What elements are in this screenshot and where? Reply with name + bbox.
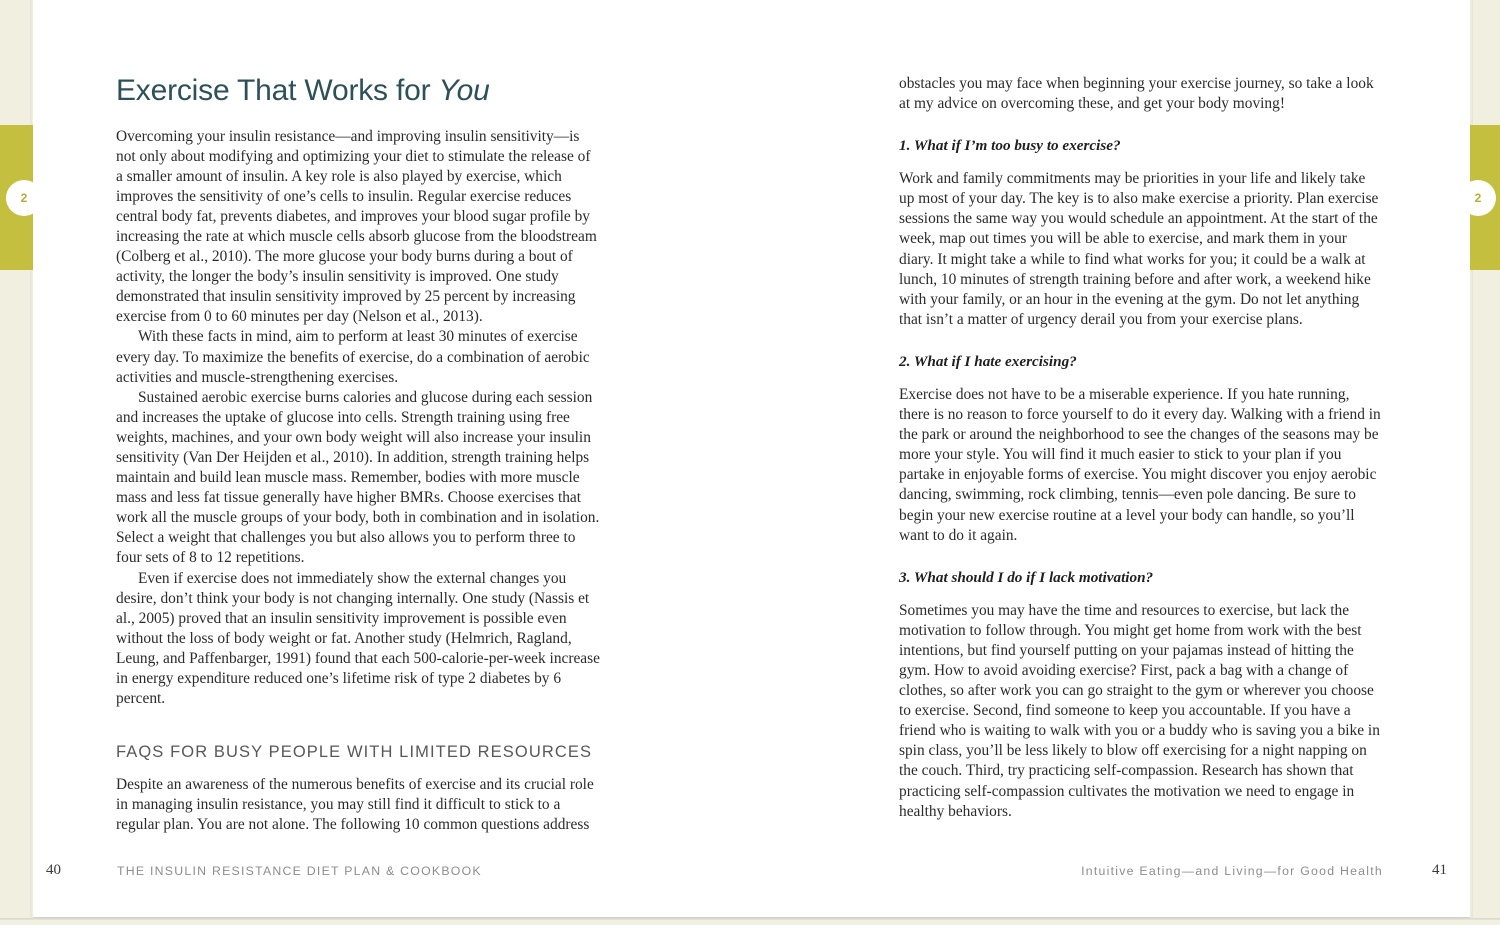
paragraph-4: Even if exercise does not immediately show the external changes you desire, don’t think your body is not changing internally. One study (Nassis et al., 2005) proved that an insulin sensitivity improvement is possible even without the loss of body weight or fat. Another study (Helmrich, Ragland, Leung, and Paffenbarger, 1991) found that each 500-calorie-per-week increase in energy expenditure reduced one’s lifetime risk of type 2 diabetes by 6 percent.: [116, 569, 600, 708]
chapter-thumb-tab-left: [0, 125, 33, 270]
right-page-column: [899, 74, 1383, 822]
running-head-right: Intuitive Eating—and Living—for Good Health: [1081, 864, 1383, 878]
faq-answer-1: Work and family commitments may be priorities in your life and likely take up most of your day. The key is to also make exercise a priority. Plan exercise sessions the same way you would schedule an appointment. At the start of the week, map out times you will be able to exercise, and mark them in your diary. It might take a while to find what works for you; it could be a walk at lunch, 10 minutes of strength training before and after work, a weekend hike with your family, or an hour in the evening at the gym. Do not let anything that isn’t a matter of urgency derail you from your exercise plans.: [899, 170, 1379, 328]
faq-question-1: 1. What if I’m too busy to exercise?: [899, 137, 1121, 155]
chapter-number-badge-left: 2: [6, 180, 42, 216]
folio-right: 41: [1432, 862, 1447, 878]
faq-question-3: 3. What should I do if I lack motivation?: [899, 568, 1154, 586]
faq-answer-2: Exercise does not have to be a miserable experience. If you hate running, there is no reason to force yourself to do it every day. Walking with a friend in the park or around the neighborhood to see the changes of the seasons may be more your style. You will find it much easier to stick to your plan if you partake in enjoyable forms of exercise. You might discover you enjoy aerobic dancing, swimming, rock climbing, tennis—even pole dancing. Be sure to begin your new exercise routine at a level your body can handle, so you’ll want to do it again.: [899, 385, 1381, 544]
page-title-emphasis: You: [438, 74, 490, 107]
paragraph-2: With these facts in mind, aim to perform at least 30 minutes of exercise every day. To maximize the benefits of exercise, do a combination of aerobic activities and muscle-strengthening exercises.: [116, 328, 590, 386]
chapter-thumb-tab-right: [1470, 125, 1500, 270]
paragraph-3: Sustained aerobic exercise burns calories and glucose during each session and increases the uptake of glucose into cells. Strength training using free weights, machines, and your own body weight will also increase your insulin sensitivity (Van Der Heijden et al., 2010). In addition, strength training helps maintain and build lean muscle mass. Remember, bodies with more muscle mass and less fat tissue generally have higher BMRs. Choose exercises that work all the muscle groups of your body, both in combination and in isolation. Select a weight that challenges you but also allows you to perform three to four sets of 8 to 12 repetitions.: [116, 388, 600, 567]
faq-answer-3: Sometimes you may have the time and resources to exercise, but lack the motivation to follow through. You might get home from work with the best intentions, but find yourself putting on your pajamas instead of hitting the gym. How to avoid avoiding exercise? First, pack a bag with a change of clothes, so after work you can go straight to the gym or wherever you choose to exercise. Second, find someone to keep you accountable. If you have a friend who is waiting to walk with you or a buddy who is saving you a bike in spin class, you’ll be less likely to blow off exercising for a night napping on the couch. Third, try practicing self-compassion. Research has shown that practicing self-compassion cultivates the motivation we need to engage in healthy behaviors.: [899, 601, 1380, 820]
chapter-number-badge-right: 2: [1460, 180, 1496, 216]
faq-section-intro: Despite an awareness of the numerous benefits of exercise and its crucial role in managing insulin resistance, you may still find it difficult to stick to a regular plan. You are not alone. The following 10 common questions address: [116, 776, 594, 834]
running-head-left: THE INSULIN RESISTANCE DIET PLAN & COOKBOOK: [117, 864, 482, 878]
paragraph-1: Overcoming your insulin resistance—and improving insulin sensitivity—is not only about modifying and optimizing your diet to stimulate the release of a smaller amount of insulin. A key role is also played by exercise, which improves the sensitivity of one’s cells to insulin. Regular exercise reduces central body fat, prevents diabetes, and improves your blood sugar profile by increasing the rate at which muscle cells absorb glucose from the bloodstream (Colberg et al., 2010). The more glucose your body burns during a bout of activity, the longer the body’s insulin sensitivity is improved. One study demonstrated that insulin sensitivity improved by 25 percent by increasing exercise from 0 to 60 minutes per day (Nelson et al., 2013).: [116, 127, 597, 326]
faq-section-heading: FAQS FOR BUSY PEOPLE WITH LIMITED RESOURCES: [116, 743, 593, 762]
paper-bottom-shadow: [0, 917, 1500, 920]
paragraph-continuation: obstacles you may face when beginning your exercise journey, so take a look at my advice on overcoming these, and get your body moving!: [899, 75, 1374, 113]
faq-question-2: 2. What if I hate exercising?: [899, 352, 1077, 370]
page-title: [116, 74, 600, 109]
folio-left: 40: [46, 862, 61, 878]
page-title-main: Exercise That Works for: [116, 74, 439, 107]
left-page-column: [116, 74, 600, 836]
